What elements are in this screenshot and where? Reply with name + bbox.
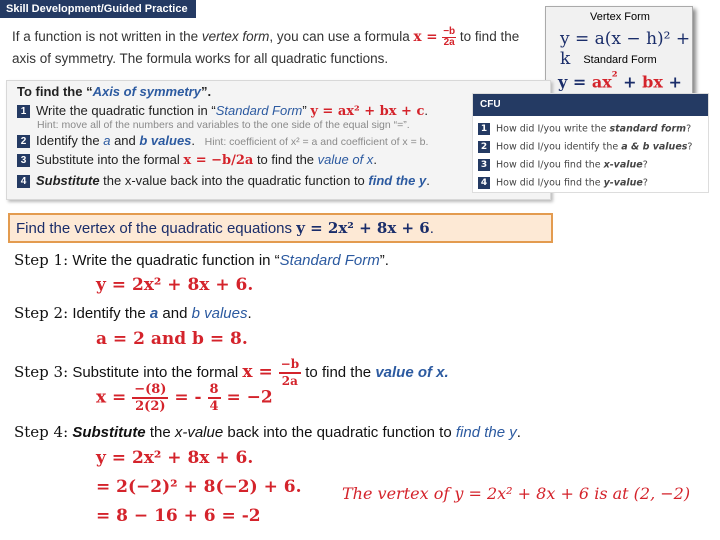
standard-form-part: bx	[642, 72, 663, 92]
cfu-text: ?	[642, 159, 648, 171]
step-number-badge: 1	[17, 105, 30, 118]
problem-box	[8, 213, 553, 243]
step3-value-of-x: value of x.	[375, 363, 449, 381]
vertex-form-label: Vertex Form	[590, 11, 650, 23]
intro-formula-num: −b	[443, 25, 456, 37]
step1-label: Step 1:	[14, 251, 69, 269]
step-row-2	[17, 133, 428, 148]
step-text: and	[110, 133, 140, 148]
intro-text: . The formula works for all quadratic functions.	[112, 51, 389, 66]
steps-heading-part: ”.	[200, 84, 212, 99]
step4-heading	[14, 423, 521, 441]
step3-label: Step 3:	[14, 362, 69, 381]
cfu-text: How did I/you write the	[496, 123, 610, 135]
cfu-text: ?	[687, 141, 693, 153]
step4-substitute: Substitute	[68, 424, 146, 441]
intro-formula-den: 2a	[443, 36, 455, 48]
step1-text: Write the quadratic function in “	[68, 252, 280, 269]
problem-statement	[16, 219, 434, 237]
step1-heading	[14, 251, 389, 269]
problem-equation: y = 2x² + 8x + 6	[296, 219, 430, 237]
problem-text: Find the vertex of the quadratic equations	[16, 220, 297, 237]
intro-axis-of-symmetry: axis of symmetry	[12, 51, 113, 66]
step4-find-y: find the y	[455, 424, 517, 441]
standard-form-part: ax	[591, 72, 612, 92]
formula-reference-box	[545, 6, 693, 94]
standard-form-part: +	[617, 72, 643, 92]
step2-b-values: b values	[191, 305, 248, 322]
cfu-panel	[472, 93, 709, 193]
hint-1: Hint: move all of the numbers and variables to the one side of the equal sign “=”.	[37, 119, 410, 131]
step-row-1	[17, 103, 428, 119]
step3-eq-num2: 8	[209, 382, 219, 397]
problem-text: .	[429, 220, 434, 237]
step3-text: Substitute into the formal	[68, 363, 243, 381]
cfu-question-3	[478, 159, 648, 171]
step1-text: ”.	[379, 252, 389, 269]
step-text: the x-value back into the quadratic function to	[99, 173, 369, 188]
step-text: .	[191, 133, 196, 148]
cfu-emphasis: a & b values	[621, 141, 688, 153]
hint-2: Hint: coefficient of x² = a and coefficient of x = b.	[204, 136, 429, 148]
cfu-text: How did I/you identify the	[496, 141, 622, 153]
step3-eq-den2: 4	[209, 399, 219, 414]
section-banner: Skill Development/Guided Practice	[0, 0, 196, 18]
intro-text: to find the	[456, 29, 520, 44]
cfu-number-badge: 1	[478, 123, 490, 135]
step-number-badge: 4	[17, 175, 30, 188]
step4-text: .	[516, 424, 521, 441]
step3-formula-den: 2a	[281, 374, 298, 388]
step3-formula-num: −b	[279, 357, 301, 374]
cfu-question-2	[478, 141, 692, 153]
step3-equation	[96, 382, 273, 414]
step4-equation-1: y = 2x² + 8x + 6.	[96, 448, 254, 468]
step3-formula-x: x =	[242, 361, 279, 382]
cfu-title: CFU	[473, 94, 708, 116]
cfu-number-badge: 2	[478, 141, 490, 153]
step-text: Standard Form	[215, 103, 303, 118]
cfu-emphasis: standard form	[609, 123, 687, 135]
intro-paragraph	[12, 26, 542, 70]
step2-text: .	[247, 305, 252, 322]
step-text: a	[103, 133, 111, 148]
step2-a: a	[149, 305, 159, 322]
step3-formula-fraction	[279, 357, 301, 389]
intro-vertex-form: vertex form	[201, 29, 270, 44]
step4-label: Step 4:	[14, 423, 69, 441]
step2-label: Step 2:	[14, 304, 69, 322]
step2-heading	[14, 304, 252, 322]
step4-x-value: x-value	[174, 424, 224, 441]
cfu-text: ?	[686, 123, 692, 135]
step-text: value of x	[317, 152, 374, 167]
standard-form-part: +	[662, 72, 682, 92]
step-text: Substitute	[36, 173, 100, 188]
intro-formula-lhs: x =	[413, 29, 443, 45]
step4-text: the	[145, 424, 175, 441]
step2-equation: a = 2 and b = 8.	[96, 329, 248, 349]
steps-heading-part: Axis of symmetry	[92, 84, 201, 99]
standard-form-part: ²	[611, 69, 618, 85]
intro-text: , you can use a formula	[269, 29, 414, 44]
standard-form-label: Standard Form	[583, 54, 657, 66]
steps-panel	[6, 80, 551, 200]
cfu-number-badge: 3	[478, 159, 490, 171]
step-text: .	[426, 173, 430, 188]
step3-eq-den1: 2(2)	[135, 399, 166, 414]
cfu-question-1	[478, 123, 691, 135]
step-text: to find the	[253, 152, 318, 167]
step-text: .	[424, 103, 428, 118]
step3-eq-num1: −(8)	[134, 382, 167, 397]
step3-eq-fraction1	[132, 382, 168, 414]
steps-heading	[17, 84, 211, 99]
step3-eq-fraction2	[208, 382, 221, 414]
cfu-emphasis: y-value	[603, 177, 643, 189]
cfu-emphasis: x-value	[603, 159, 643, 171]
step-number-badge: 3	[17, 154, 30, 167]
step-text: x = −b/2a	[183, 153, 254, 168]
step-text: Identify the	[36, 133, 104, 148]
vertex-conclusion: The vertex of y = 2x² + 8x + 6 is at (2, −2)	[342, 484, 691, 503]
step4-equation-3: = 8 − 16 + 6 = -2	[96, 506, 261, 526]
step-row-3	[17, 152, 377, 168]
step2-text: Identify the	[68, 305, 150, 322]
step-text: find the y	[368, 173, 427, 188]
step-text: ”	[302, 103, 311, 118]
cfu-question-4	[478, 177, 648, 189]
intro-text: If a function is not written in the	[12, 29, 202, 44]
step1-equation: y = 2x² + 8x + 6.	[96, 275, 254, 295]
step4-text: back into the quadratic function to	[223, 424, 456, 441]
step3-text: to find the	[301, 363, 376, 381]
standard-form-part: y =	[558, 72, 592, 92]
step-text: .	[373, 152, 377, 167]
step1-standard-form: Standard Form	[279, 252, 380, 269]
step-row-4	[17, 173, 430, 188]
step3-eq-part: = -	[168, 387, 208, 408]
cfu-text: ?	[642, 177, 648, 189]
cfu-text: How did I/you find the	[496, 159, 604, 171]
step-text: Write the quadratic function in “	[36, 103, 216, 118]
step-number-badge: 2	[17, 135, 30, 148]
intro-formula-fraction	[442, 27, 456, 48]
steps-heading-part: To find the “	[17, 84, 93, 99]
step-text: b values	[139, 133, 192, 148]
vertex-form-equation: y = a(x − h)² + k	[560, 29, 691, 69]
step2-text: and	[158, 305, 192, 322]
step-text: y = ax² + bx + c	[310, 104, 425, 119]
step4-equation-2: = 2(−2)² + 8(−2) + 6.	[96, 477, 302, 497]
step3-eq-part: x =	[96, 387, 133, 408]
step3-eq-part: = −2	[220, 387, 273, 408]
step-text: Substitute into the formal	[36, 152, 184, 167]
cfu-text: How did I/you find the	[496, 177, 604, 189]
cfu-number-badge: 4	[478, 177, 490, 189]
